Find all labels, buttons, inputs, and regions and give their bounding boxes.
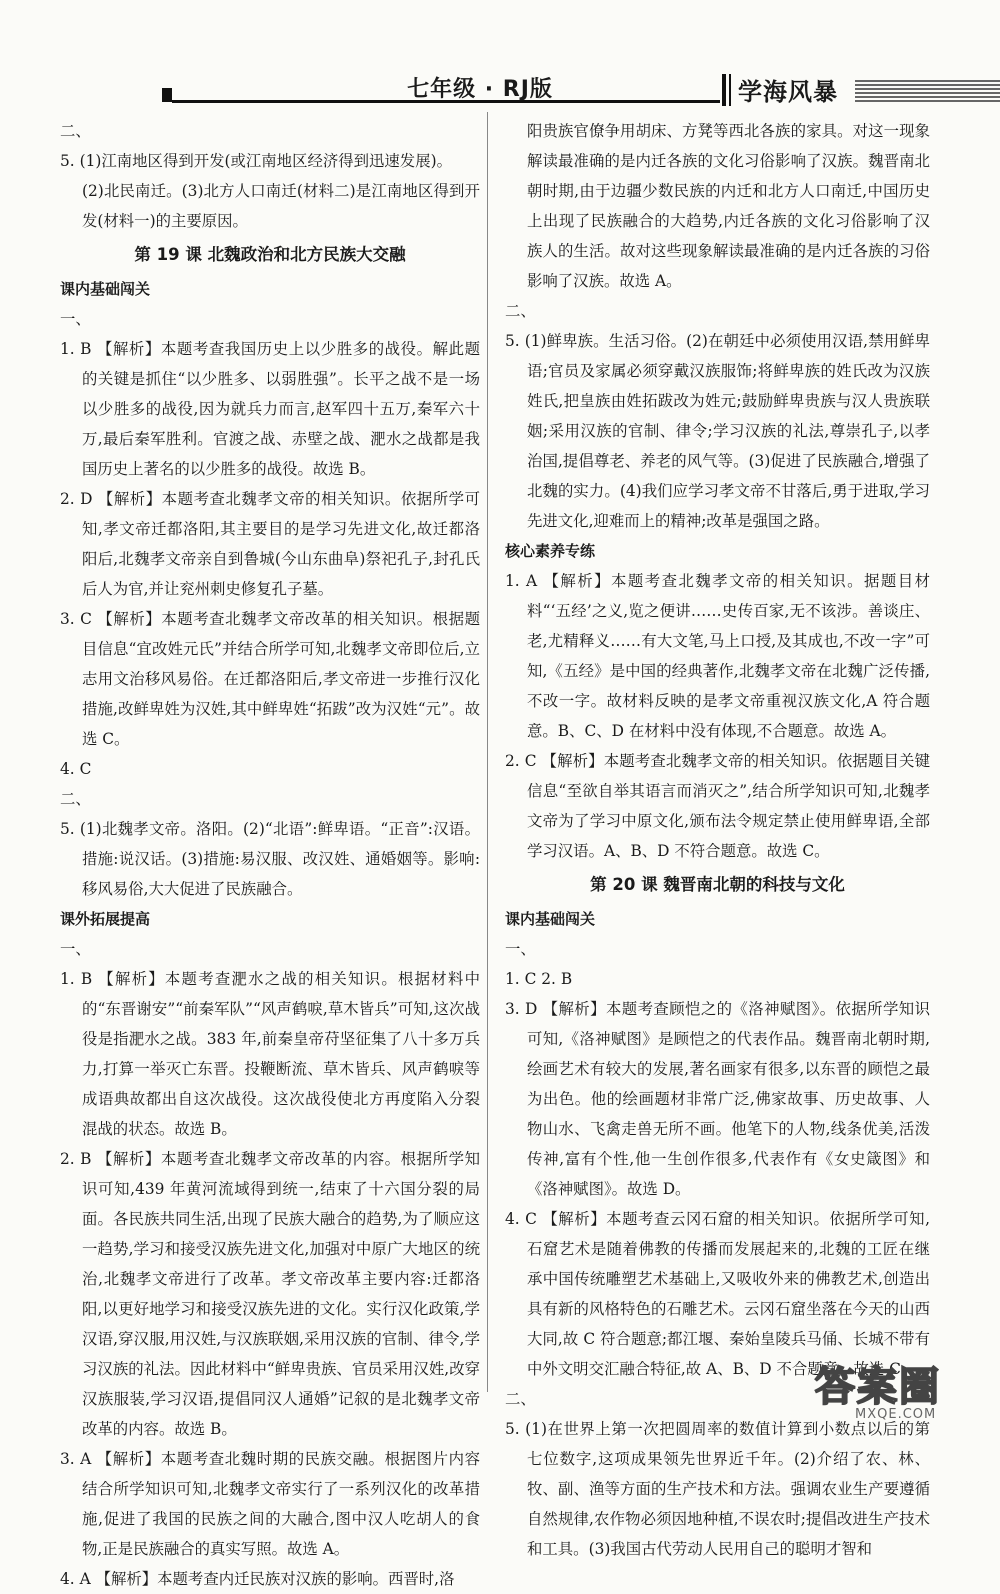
answer-item: 4. C 【解析】本题考查云冈石窟的相关知识。依据所学可知,石窟艺术是随着佛教的传播而发展起来的,北魏的工匠在继承中国传统雕塑艺术基础上,又吸收外来的佛教艺术,创造出具有新的风格特色的石雕艺术。云冈石窟坐落在今天的山西大同,故 C 符合题意;都江堰、秦始皇陵兵马俑、长城不带有中外文明交汇融合特征,故 A、B、D 不合题意。故选 C。 xyxy=(505,1210,930,1378)
answer-item: 1. C 2. B xyxy=(505,970,573,988)
lesson-title: 第 20 课 魏晋南北朝的科技与文化 xyxy=(590,875,845,894)
section-marker: 二、 xyxy=(60,122,91,140)
page-header xyxy=(0,0,1000,120)
answer-item: 5. (1)北魏孝文帝。洛阳。(2)“北语”:鲜卑语。“正音”:汉语。措施:说汉话。(3)措施:易汉服、改汉姓、通婚姻等。影响:移风易俗,大大促进了民族融合。 xyxy=(60,820,480,898)
answer-item: 3. A 【解析】本题考查北魏时期的民族交融。根据图片内容结合所学知识可知,北魏孝文帝实行了一系列汉化的改革措施,促进了我国的民族之间的大融合,图中汉人吃胡人的食物,正是民族融合的真实写照。故选 A。 xyxy=(60,1450,480,1558)
answer-item: 阳贵族官僚争用胡床、方凳等西北各族的家具。对这一现象解读最准确的是内迁各族的文化习俗影响了汉族。魏晋南北朝时期,由于边疆少数民族的内迁和北方人口南迁,中国历史上出现了民族融合的大趋势,内迁各族的文化习俗影响了汉族人的生活。故对这些现象解读最准确的是内迁各族的习俗影响了汉族。故选 A。 xyxy=(527,122,930,290)
answer-item: 4. A 【解析】本题考查内迁民族对汉族的影响。西晋时,洛 xyxy=(60,1570,455,1588)
column-divider xyxy=(487,112,488,1392)
section-heading: 核心素养专练 xyxy=(505,542,596,560)
watermark-url: MXQE.COM xyxy=(855,1407,937,1422)
lesson-title: 第 19 课 北魏政治和北方民族大交融 xyxy=(134,245,406,264)
section-marker: 一、 xyxy=(60,310,91,328)
answer-item: 5. (1)鲜卑族。生活习俗。(2)在朝廷中必须使用汉语,禁用鲜卑语;官员及家属必须穿戴汉族服饰;将鲜卑族的姓氏改为汉族姓氏,把皇族由姓拓跋改为姓元;鼓励鲜卑贵族与汉人贵族联姻;采用汉族的官制、律令;学习汉族的礼法,尊崇孔子,以孝治国,提倡尊老、养老的风气等。(3)促进了民族融合,增强了北魏的实力。(4)我们应学习孝文帝不甘落后,勇于进取,学习先进文化,迎难而上的精神;改革是强国之路。 xyxy=(505,332,930,530)
section-heading: 课内基础闯关 xyxy=(505,910,596,928)
section-marker: 二、 xyxy=(505,1390,536,1408)
section-marker: 二、 xyxy=(505,302,536,320)
section-marker: 二、 xyxy=(60,790,91,808)
answer-item: 3. D 【解析】本题考查顾恺之的《洛神赋图》。依据所学知识可知,《洛神赋图》是顾恺之的代表作品。魏晋南北朝时期,绘画艺术有较大的发展,著名画家有很多,以东晋的顾恺之最为出色。他的绘画题材非常广泛,佛家故事、历史故事、人物山水、飞禽走兽无所不画。他笔下的人物,线条优美,活泼传神,富有个性,他一生创作很多,代表作有《女史箴图》和《洛神赋图》。故选 D。 xyxy=(505,1000,930,1198)
section-marker: 一、 xyxy=(60,940,91,958)
header-stripe-pattern xyxy=(855,80,1000,102)
answer-item: 2. D 【解析】本题考查北魏孝文帝的相关知识。依据所学可知,孝文帝迁都洛阳,其主要目的是学习先进文化,故迁都洛阳后,北魏孝文帝亲自到鲁城(今山东曲阜)祭祀孔子,封孔氏后人为官,并让兖州刺史修复孔子墓。 xyxy=(60,490,480,598)
answer-item: 5. (1)江南地区得到开发(或江南地区经济得到迅速发展)。 xyxy=(60,152,452,170)
answer-item: 5. (1)在世界上第一次把圆周率的数值计算到小数点以后的第七位数字,这项成果领先世界近千年。(2)介绍了农、林、牧、副、渔等方面的生产技术和方法。强调农业生产要遵循自然规律,农作物必须因地种植,不误农时;提倡改进生产技术和工具。(3)我国古代劳动人民用自己的聪明才智和 xyxy=(505,1420,930,1558)
watermark-logo: 答案圈 xyxy=(815,1364,941,1410)
left-column xyxy=(60,116,480,1594)
answer-item: 1. A 【解析】本题考查北魏孝文帝的相关知识。据题目材料“‘五经’之义,览之便讲……史传百家,无不该涉。善谈庄、老,尤精释义……有大文笔,马上口授,及其成也,不改一字”可知,《五经》是中国的经典著作,北魏孝文帝在北魏广泛传播,不改一字。故材料反映的是孝文帝重视汉族文化,A 符合题意。B、C、D 在材料中没有体现,不合题意。故选 A。 xyxy=(505,572,930,740)
watermark xyxy=(815,1355,975,1425)
answer-item: 4. C xyxy=(60,760,92,778)
header-bar xyxy=(722,74,726,106)
section-heading: 课内基础闯关 xyxy=(60,280,151,298)
header-block-mark xyxy=(162,88,172,102)
answer-item: 2. C 【解析】本题考查北魏孝文帝的相关知识。依据题目关键信息“至欲自举其语言而消灭之”,结合所学知识可知,北魏孝文帝为了学习中原文化,颁布法令规定禁止使用鲜卑语,全部学习汉语。A、B、D 不符合题意。故选 C。 xyxy=(505,752,930,860)
answer-item: 1. B 【解析】本题考查淝水之战的相关知识。根据材料中的“东晋谢安”“前秦军队”“风声鹤唳,草木皆兵”可知,这次战役是指淝水之战。383 年,前秦皇帝苻坚征集了八十多万兵力,打算一举灭亡东晋。投鞭断流、草木皆兵、风声鹤唳等成语典故都出自这次战役。这次战役使北方再度陷入分裂混战的状态。故选 B。 xyxy=(60,970,480,1138)
answer-item: 2. B 【解析】本题考查北魏孝文帝改革的内容。根据所学知识可知,439 年黄河流域得到统一,结束了十六国分裂的局面。各民族共同生活,出现了民族大融合的趋势,为了顺应这一趋势,学习和接受汉族先进文化,加强对中原广大地区的统治,北魏孝文帝进行了改革。孝文帝改革主要内容:迁都洛阳,以更好地学习和接受汉族先进的文化。实行汉化政策,学汉语,穿汉服,用汉姓,与汉族联姻,采用汉族的官制、律令,学习汉族的礼法。因此材料中“鲜卑贵族、官员采用汉姓,改穿汉族服装,学习汉语,提倡同汉人通婚”记叙的是北魏孝文帝改革的内容。故选 B。 xyxy=(60,1150,480,1438)
answer-item: 1. B 【解析】本题考查我国历史上以少胜多的战役。解此题的关键是抓住“以少胜多、以弱胜强”。长平之战不是一场以少胜多的战役,因为就兵力而言,赵军四十五万,秦军六十万,最后秦军胜利。官渡之战、赤壁之战、淝水之战都是我国历史上著名的以少胜多的战役。故选 B。 xyxy=(60,340,480,478)
right-column xyxy=(505,116,930,1564)
header-bar-thin xyxy=(729,74,731,106)
section-heading: 课外拓展提高 xyxy=(60,910,151,928)
answer-item: (2)北民南迁。(3)北方人口南迁(材料二)是江南地区得到开发(材料一)的主要原因。 xyxy=(82,182,480,230)
section-marker: 一、 xyxy=(505,940,536,958)
answer-item: 3. C 【解析】本题考查北魏孝文帝改革的相关知识。根据题目信息“宜改姓元氏”并结合所学可知,北魏孝文帝即位后,立志用文治移风易俗。在迁都洛阳后,孝文帝进一步推行汉化措施,改鲜卑姓为汉姓,其中鲜卑姓“拓跋”改为汉姓“元”。故选 C。 xyxy=(60,610,480,748)
header-title: 七年级 · RJ版 xyxy=(407,77,553,102)
brand-logo: 学海风暴 xyxy=(738,78,838,106)
